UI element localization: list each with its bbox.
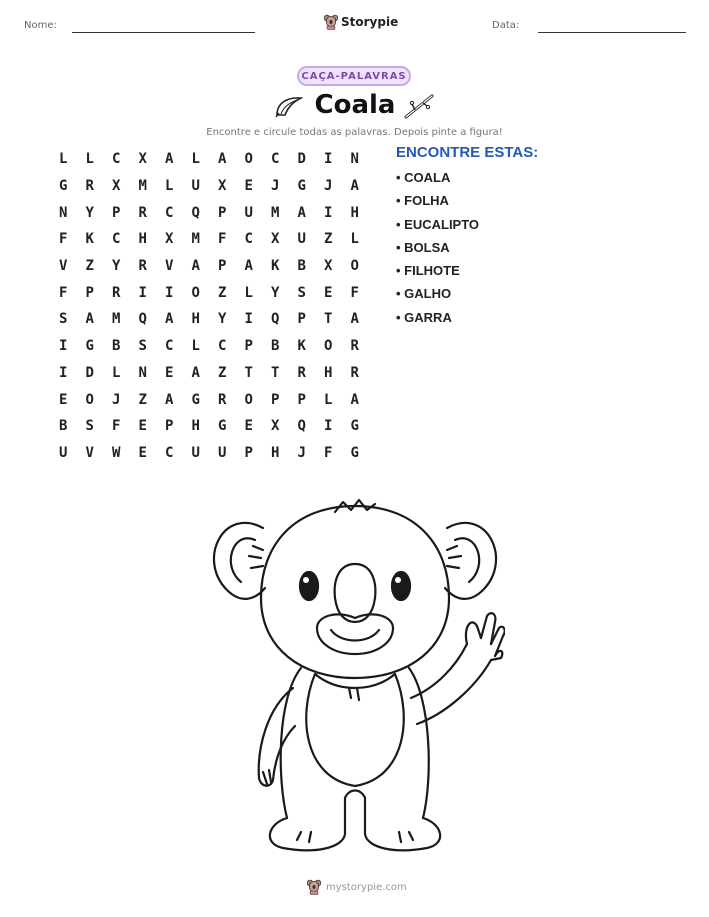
grid-cell[interactable]: V bbox=[85, 444, 94, 461]
grid-cell[interactable]: E bbox=[165, 364, 174, 381]
grid-cell[interactable]: I bbox=[138, 284, 147, 301]
grid-cell[interactable]: J bbox=[324, 178, 333, 195]
grid-cell[interactable]: H bbox=[350, 204, 359, 221]
grid-cell[interactable]: Q bbox=[271, 311, 280, 328]
grid-row bbox=[50, 333, 368, 360]
footer bbox=[307, 879, 407, 895]
grid-cell[interactable]: C bbox=[165, 204, 174, 221]
grid-cell[interactable]: L bbox=[324, 391, 333, 408]
grid-cell[interactable]: O bbox=[244, 151, 253, 168]
grid-cell[interactable]: G bbox=[350, 444, 359, 461]
grid-cell[interactable]: A bbox=[191, 258, 200, 275]
grid-cell[interactable]: P bbox=[218, 258, 227, 275]
footer-url: mystorypie.com bbox=[326, 881, 407, 893]
grid-cell[interactable]: A bbox=[85, 311, 94, 328]
date-line bbox=[538, 32, 686, 33]
grid-cell[interactable]: S bbox=[297, 284, 306, 301]
grid-cell[interactable]: I bbox=[59, 364, 68, 381]
grid-cell[interactable]: R bbox=[112, 284, 121, 301]
grid-cell[interactable]: G bbox=[297, 178, 306, 195]
activity-badge: CAÇA-PALAVRAS bbox=[297, 66, 411, 86]
grid-cell[interactable]: X bbox=[324, 258, 333, 275]
grid-cell[interactable]: F bbox=[112, 418, 121, 435]
grid-cell[interactable]: H bbox=[138, 231, 147, 248]
grid-row bbox=[50, 440, 368, 467]
grid-cell[interactable]: F bbox=[350, 284, 359, 301]
letter-grid bbox=[50, 146, 368, 466]
grid-cell[interactable]: B bbox=[112, 338, 121, 355]
grid-cell[interactable]: E bbox=[324, 284, 333, 301]
grid-cell[interactable]: B bbox=[59, 418, 68, 435]
grid-cell[interactable]: Z bbox=[138, 391, 147, 408]
grid-cell[interactable]: E bbox=[59, 391, 68, 408]
grid-cell[interactable]: L bbox=[244, 284, 253, 301]
grid-cell[interactable]: P bbox=[297, 391, 306, 408]
grid-cell[interactable]: L bbox=[85, 151, 94, 168]
grid-cell[interactable]: Q bbox=[297, 418, 306, 435]
grid-cell[interactable]: Y bbox=[85, 204, 94, 221]
grid-cell[interactable]: R bbox=[350, 364, 359, 381]
grid-cell[interactable]: L bbox=[112, 364, 121, 381]
word-list-item: • GALHO bbox=[396, 286, 452, 302]
word-list-item: • EUCALIPTO bbox=[396, 216, 480, 232]
grid-cell[interactable]: P bbox=[244, 338, 253, 355]
brand bbox=[324, 14, 398, 30]
grid-cell[interactable]: I bbox=[324, 151, 333, 168]
grid-row bbox=[50, 146, 368, 173]
instructions: Encontre e circule todas as palavras. Depois pinte a figura! bbox=[206, 127, 503, 138]
grid-cell[interactable]: U bbox=[59, 444, 68, 461]
grid-cell[interactable]: C bbox=[112, 231, 121, 248]
grid-row bbox=[50, 386, 368, 413]
grid-cell[interactable]: C bbox=[218, 338, 227, 355]
grid-cell[interactable]: F bbox=[59, 231, 68, 248]
grid-cell[interactable]: Q bbox=[138, 311, 147, 328]
grid-row bbox=[50, 360, 368, 387]
koala-illustration bbox=[205, 488, 505, 858]
grid-cell[interactable]: R bbox=[297, 364, 306, 381]
grid-cell[interactable]: C bbox=[112, 151, 121, 168]
grid-cell[interactable]: M bbox=[271, 204, 280, 221]
grid-cell[interactable]: O bbox=[244, 391, 253, 408]
grid-cell[interactable]: M bbox=[191, 231, 200, 248]
grid-cell[interactable]: P bbox=[85, 284, 94, 301]
grid-cell[interactable]: Z bbox=[218, 364, 227, 381]
grid-cell[interactable]: P bbox=[112, 204, 121, 221]
grid-cell[interactable]: I bbox=[324, 418, 333, 435]
grid-cell[interactable]: F bbox=[218, 231, 227, 248]
grid-cell[interactable]: B bbox=[297, 258, 306, 275]
grid-cell[interactable]: A bbox=[191, 364, 200, 381]
grid-cell[interactable]: K bbox=[297, 338, 306, 355]
grid-cell[interactable]: G bbox=[218, 418, 227, 435]
name-label: Nome: bbox=[24, 20, 57, 31]
grid-cell[interactable]: A bbox=[165, 151, 174, 168]
grid-cell[interactable]: C bbox=[271, 151, 280, 168]
brand-name: Storypie bbox=[341, 15, 399, 29]
word-list bbox=[396, 170, 479, 333]
grid-cell[interactable]: Z bbox=[85, 258, 94, 275]
page-title: Coala bbox=[314, 90, 396, 120]
grid-cell[interactable]: H bbox=[324, 364, 333, 381]
grid-cell[interactable]: G bbox=[85, 338, 94, 355]
grid-cell[interactable]: P bbox=[271, 391, 280, 408]
grid-cell[interactable]: X bbox=[271, 231, 280, 248]
word-list-item: • BOLSA bbox=[396, 239, 450, 255]
grid-cell[interactable]: X bbox=[218, 178, 227, 195]
grid-cell[interactable]: A bbox=[244, 258, 253, 275]
grid-cell[interactable]: M bbox=[138, 178, 147, 195]
grid-cell[interactable]: L bbox=[191, 338, 200, 355]
grid-cell[interactable]: H bbox=[191, 418, 200, 435]
grid-cell[interactable]: P bbox=[244, 444, 253, 461]
word-list-item: • FILHOTE bbox=[396, 263, 460, 279]
grid-cell[interactable]: R bbox=[218, 391, 227, 408]
grid-cell[interactable]: S bbox=[85, 418, 94, 435]
grid-cell[interactable]: D bbox=[297, 151, 306, 168]
grid-cell[interactable]: X bbox=[165, 231, 174, 248]
word-list-item: • COALA bbox=[396, 170, 451, 185]
grid-row bbox=[50, 226, 368, 253]
grid-cell[interactable]: R bbox=[138, 258, 147, 275]
grid-cell[interactable]: I bbox=[59, 338, 68, 355]
grid-cell[interactable]: J bbox=[297, 444, 306, 461]
grid-cell[interactable]: W bbox=[112, 444, 121, 461]
grid-cell[interactable]: A bbox=[350, 391, 359, 408]
grid-cell[interactable]: E bbox=[138, 444, 147, 461]
grid-cell[interactable]: V bbox=[59, 258, 68, 275]
grid-cell[interactable]: R bbox=[350, 338, 359, 355]
grid-cell[interactable]: S bbox=[138, 338, 147, 355]
grid-cell[interactable]: B bbox=[271, 338, 280, 355]
koala-logo-icon bbox=[324, 14, 338, 30]
grid-cell[interactable]: C bbox=[165, 444, 174, 461]
grid-cell[interactable]: L bbox=[165, 178, 174, 195]
grid-cell[interactable]: Z bbox=[324, 231, 333, 248]
branch-icon bbox=[403, 92, 435, 120]
grid-cell[interactable]: X bbox=[271, 418, 280, 435]
grid-cell[interactable]: S bbox=[59, 311, 68, 328]
eucalyptus-leaf-icon bbox=[273, 95, 303, 119]
grid-row bbox=[50, 199, 368, 226]
grid-cell[interactable]: P bbox=[297, 311, 306, 328]
grid-cell[interactable]: X bbox=[138, 151, 147, 168]
grid-cell[interactable]: T bbox=[271, 364, 280, 381]
grid-cell[interactable]: U bbox=[218, 444, 227, 461]
grid-cell[interactable]: H bbox=[271, 444, 280, 461]
grid-cell[interactable]: E bbox=[244, 178, 253, 195]
grid-cell[interactable]: C bbox=[165, 338, 174, 355]
grid-cell[interactable]: Z bbox=[218, 284, 227, 301]
grid-cell[interactable]: L bbox=[191, 151, 200, 168]
word-list-item: • FOLHA bbox=[396, 193, 449, 209]
grid-row bbox=[50, 173, 368, 200]
grid-cell[interactable]: R bbox=[138, 204, 147, 221]
grid-cell[interactable]: A bbox=[165, 311, 174, 328]
date-label: Data: bbox=[492, 20, 520, 31]
grid-row bbox=[50, 253, 368, 280]
grid-cell[interactable]: D bbox=[85, 364, 94, 381]
grid-cell[interactable]: A bbox=[297, 204, 306, 221]
grid-cell[interactable]: P bbox=[218, 204, 227, 221]
grid-cell[interactable]: T bbox=[244, 364, 253, 381]
grid-cell[interactable]: H bbox=[191, 311, 200, 328]
grid-cell[interactable]: A bbox=[218, 151, 227, 168]
grid-cell[interactable]: I bbox=[165, 284, 174, 301]
grid-cell[interactable]: E bbox=[244, 418, 253, 435]
grid-cell[interactable]: U bbox=[297, 231, 306, 248]
grid-cell[interactable]: I bbox=[324, 204, 333, 221]
grid-cell[interactable]: N bbox=[350, 151, 359, 168]
grid-cell[interactable]: G bbox=[191, 391, 200, 408]
grid-cell[interactable]: Y bbox=[218, 311, 227, 328]
grid-cell[interactable]: G bbox=[350, 418, 359, 435]
grid-cell[interactable]: N bbox=[138, 364, 147, 381]
grid-cell[interactable]: G bbox=[59, 178, 68, 195]
grid-cell[interactable]: J bbox=[112, 391, 121, 408]
grid-cell[interactable]: O bbox=[350, 258, 359, 275]
grid-cell[interactable]: U bbox=[191, 444, 200, 461]
grid-cell[interactable]: M bbox=[112, 311, 121, 328]
grid-cell[interactable]: Y bbox=[112, 258, 121, 275]
grid-cell[interactable]: L bbox=[59, 151, 68, 168]
name-line bbox=[72, 32, 255, 33]
grid-cell[interactable]: O bbox=[324, 338, 333, 355]
grid-cell[interactable]: J bbox=[271, 178, 280, 195]
grid-cell[interactable]: O bbox=[85, 391, 94, 408]
grid-cell[interactable]: N bbox=[59, 204, 68, 221]
grid-cell[interactable]: I bbox=[244, 311, 253, 328]
grid-cell[interactable]: Y bbox=[271, 284, 280, 301]
grid-cell[interactable]: A bbox=[350, 311, 359, 328]
grid-cell[interactable]: F bbox=[324, 444, 333, 461]
word-list-title: ENCONTRE ESTAS: bbox=[396, 144, 539, 161]
grid-cell[interactable]: V bbox=[165, 258, 174, 275]
grid-cell[interactable]: F bbox=[59, 284, 68, 301]
grid-cell[interactable]: X bbox=[112, 178, 121, 195]
grid-cell[interactable]: P bbox=[165, 418, 174, 435]
grid-cell[interactable]: T bbox=[324, 311, 333, 328]
grid-cell[interactable]: Q bbox=[191, 204, 200, 221]
grid-cell[interactable]: O bbox=[191, 284, 200, 301]
grid-cell[interactable]: C bbox=[244, 231, 253, 248]
grid-row bbox=[50, 413, 368, 440]
grid-cell[interactable]: K bbox=[271, 258, 280, 275]
grid-cell[interactable]: U bbox=[191, 178, 200, 195]
grid-row bbox=[50, 279, 368, 306]
grid-cell[interactable]: L bbox=[350, 231, 359, 248]
grid-cell[interactable]: A bbox=[165, 391, 174, 408]
grid-cell[interactable]: A bbox=[350, 178, 359, 195]
grid-cell[interactable]: U bbox=[244, 204, 253, 221]
grid-cell[interactable]: E bbox=[138, 418, 147, 435]
grid-row bbox=[50, 306, 368, 333]
koala-logo-icon bbox=[307, 879, 321, 895]
grid-cell[interactable]: R bbox=[85, 178, 94, 195]
grid-cell[interactable]: K bbox=[85, 231, 94, 248]
word-list-item: • GARRA bbox=[396, 309, 452, 325]
